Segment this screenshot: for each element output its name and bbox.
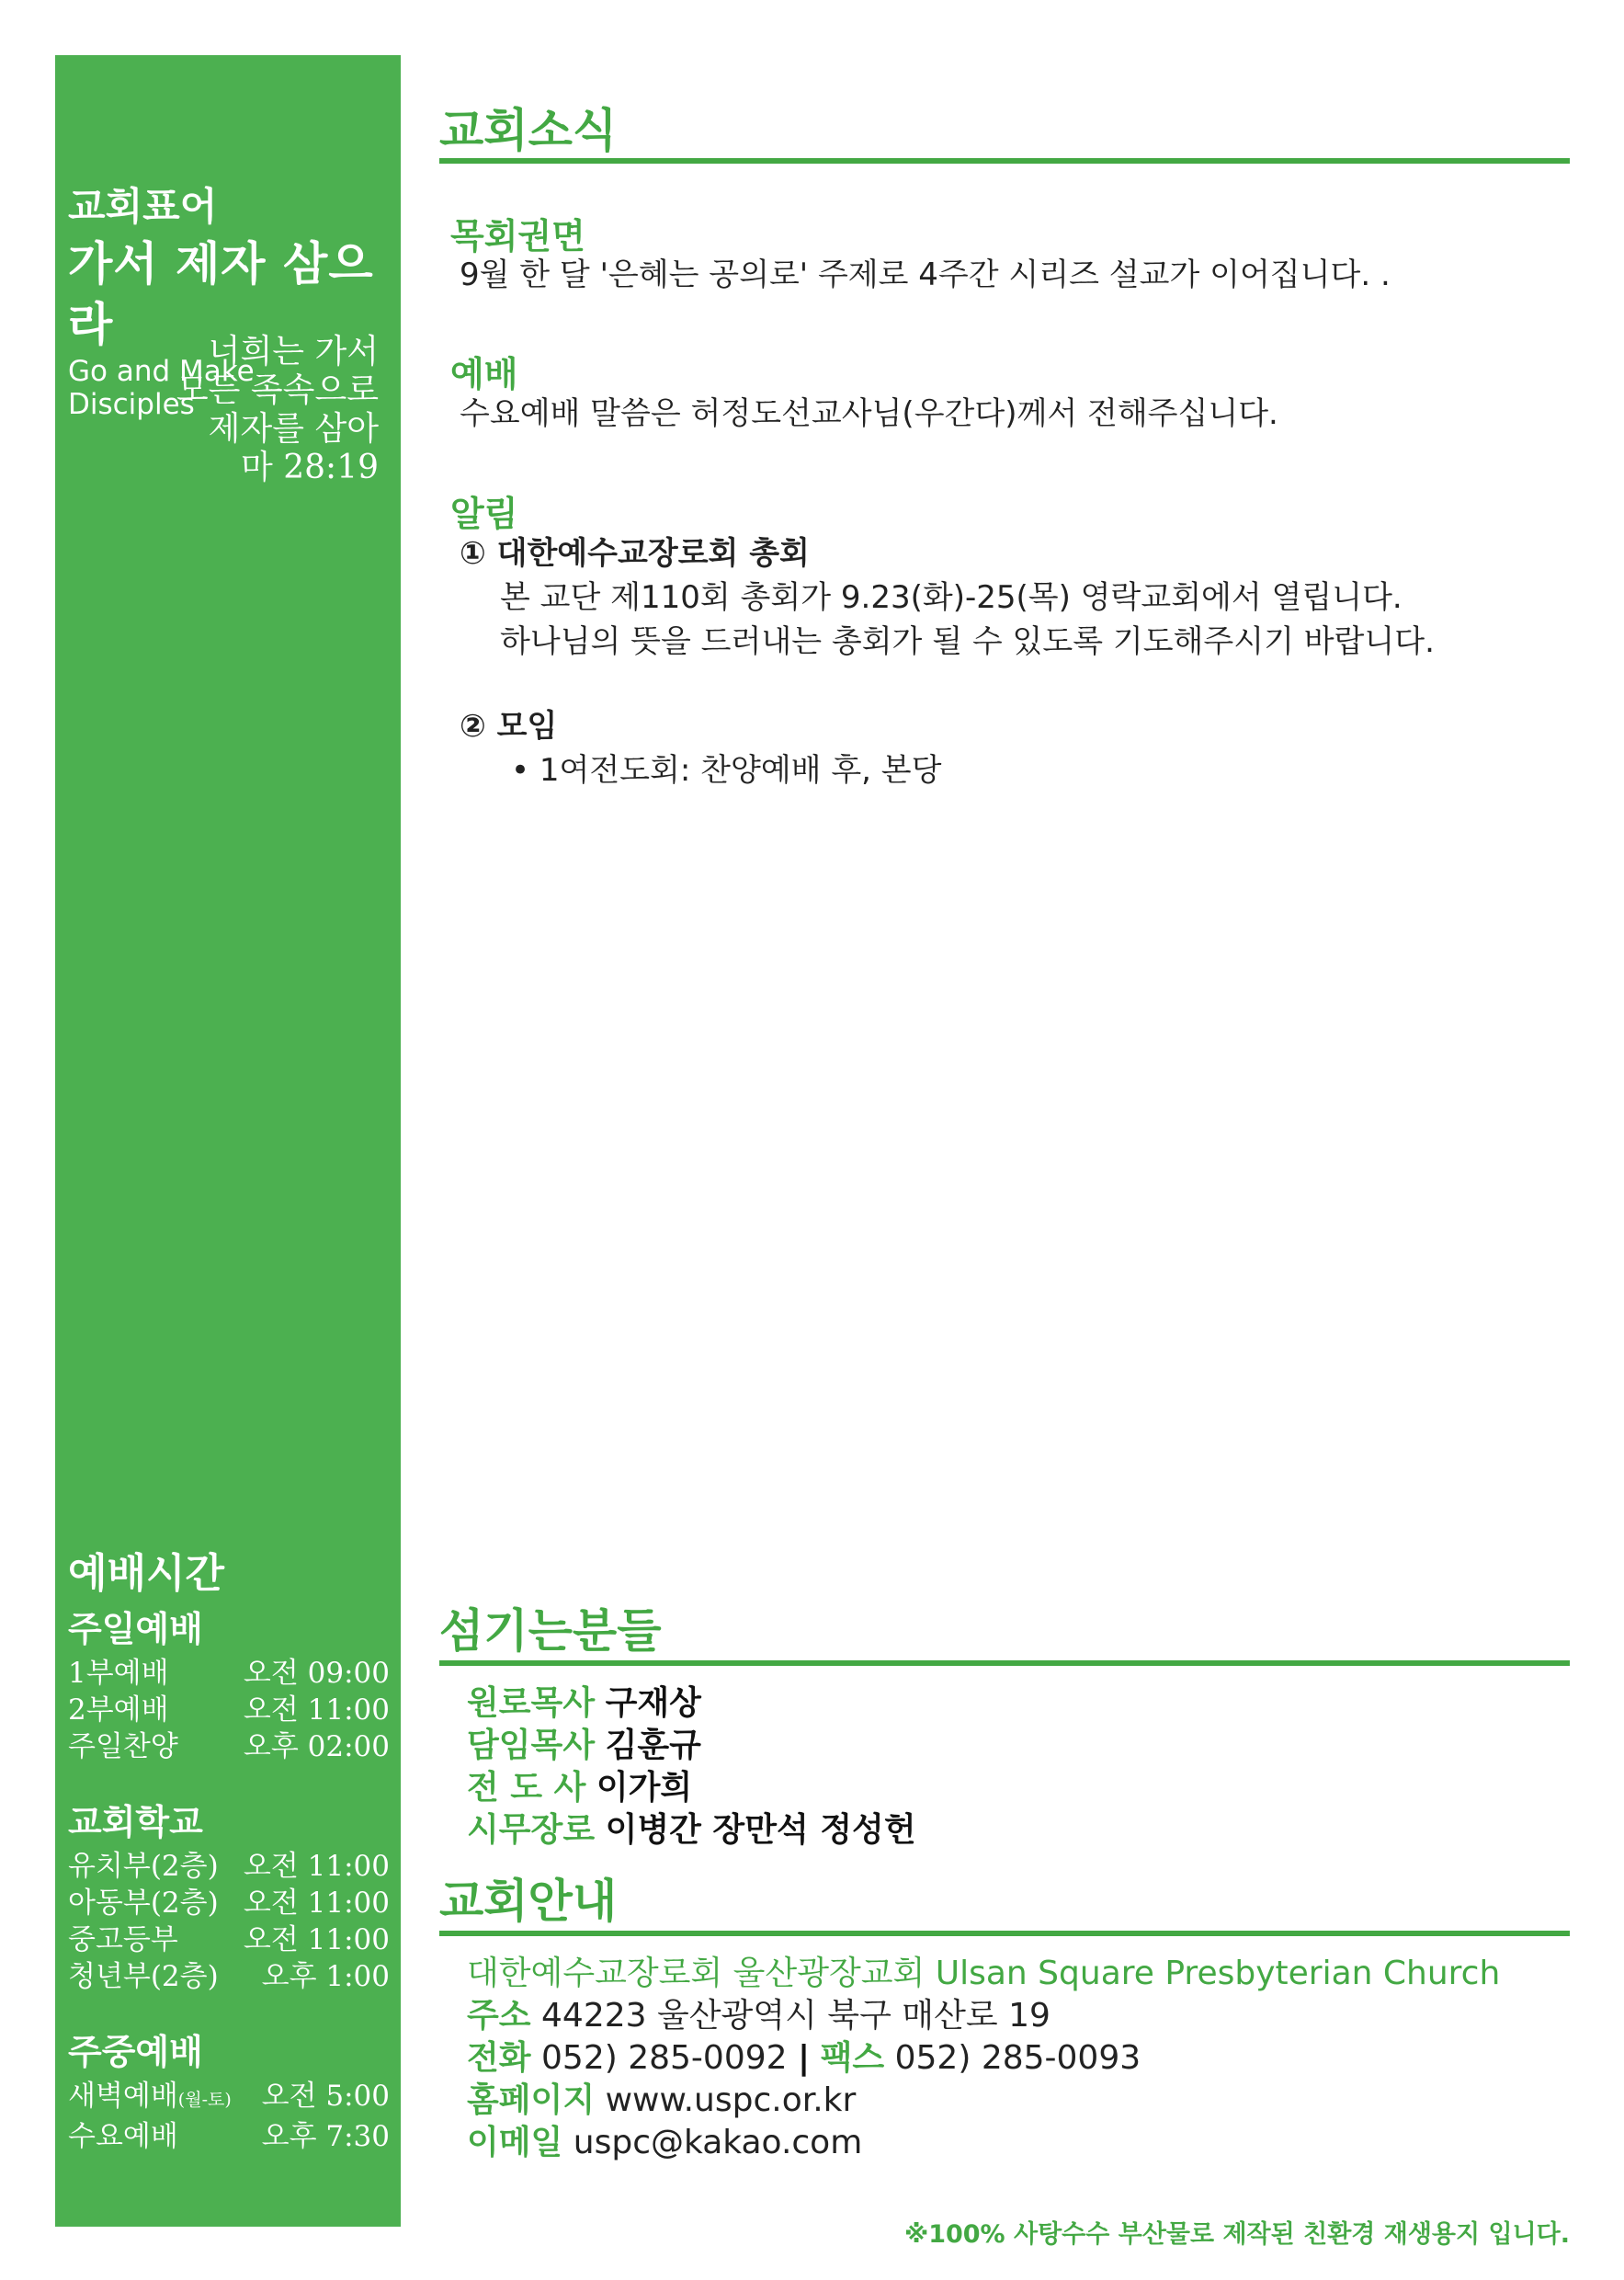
sidebar (55, 55, 401, 2227)
worship-heading: 예배 (450, 354, 518, 394)
schedule-note: (월-토) (177, 2090, 232, 2110)
schedule-name: 중고등부 (68, 1923, 178, 1956)
notice-heading: 알림 (450, 494, 518, 534)
main-content (439, 0, 1570, 2280)
motto-label: 교회표어 (68, 184, 218, 229)
phone-row (467, 2037, 1141, 2080)
info-section-title: 교회안내 (439, 1875, 618, 1928)
schedule-name: 유치부(2층) (68, 1850, 219, 1883)
address-row (467, 1995, 1050, 2037)
schedule-row (68, 2118, 390, 2155)
schedule-row (68, 1655, 390, 1692)
schedule-name: 2부예배 (68, 1693, 169, 1727)
staff-names: 이병간 장만석 정성헌 (605, 1811, 916, 1849)
motto-title-en: Go and Make Disciples (68, 355, 255, 421)
staff-names: 이가희 (596, 1769, 693, 1807)
notice-bullet: • 1여전도회: 찬양예배 후, 본당 (511, 752, 942, 789)
pastoral-heading: 목회권면 (450, 216, 585, 256)
staff-row (467, 1725, 701, 1767)
verse-line: 제자를 삼아 (208, 410, 379, 448)
schedule-time: 오후 7:30 (261, 2120, 390, 2153)
verse-line: 너희는 가서 (208, 333, 379, 370)
address-value: 44223 울산광역시 북구 매산로 19 (541, 1997, 1050, 2035)
schedule-row (68, 1848, 390, 1885)
staff-row (467, 1682, 701, 1725)
schedule-name: 1부예배 (68, 1657, 169, 1690)
worship-schedule (68, 1545, 390, 2155)
notice-item-title: ② 모임 (460, 708, 558, 745)
schedule-name: 수요예배 (68, 2120, 178, 2153)
schedule-name: 주일찬양 (68, 1730, 178, 1763)
staff-role: 전 도 사 (467, 1769, 586, 1807)
phone-label: 전화 (467, 2039, 531, 2077)
staff-names: 김훈규 (605, 1727, 701, 1764)
schedule-time: 오전 09:00 (243, 1657, 390, 1690)
section-divider (439, 1931, 1570, 1936)
email-row (467, 2122, 862, 2164)
notice-item-title: ① 대한예수교장로회 총회 (460, 535, 810, 572)
motto-verse (176, 333, 379, 487)
notice-list (460, 531, 1435, 792)
email-label: 이메일 (467, 2124, 563, 2161)
sunday-worship-title: 주일예배 (68, 1609, 203, 1649)
schedule-row (68, 1958, 390, 1995)
email-link[interactable]: uspc@kakao.com (573, 2124, 863, 2161)
section-divider (439, 1660, 1570, 1666)
schedule-name: 새벽예배(월-토) (68, 2080, 232, 2113)
phone-value: 052) 285-0092 (541, 2039, 788, 2077)
fax-value: 052) 285-0093 (894, 2039, 1141, 2077)
schedule-time: 오전 5:00 (261, 2080, 390, 2113)
schedule-row (68, 1921, 390, 1958)
church-name: 대한예수교장로회 울산광장교회 Ulsan Square Presbyterian Church (467, 1955, 1501, 1992)
schedule-time: 오전 11:00 (243, 1887, 390, 1920)
church-school-title: 교회학교 (68, 1802, 203, 1842)
schedule-row (68, 2078, 390, 2118)
homepage-link[interactable]: www.uspc.or.kr (605, 2081, 857, 2119)
staff-row (467, 1809, 916, 1852)
section-divider (439, 158, 1570, 164)
address-label: 주소 (467, 1997, 531, 2035)
schedule-time: 오전 11:00 (243, 1923, 390, 1956)
homepage-row (467, 2080, 856, 2122)
pastoral-text: 9월 한 달 '은혜는 공의로' 주제로 4주간 시리즈 설교가 이어집니다. . (460, 256, 1391, 293)
schedule-time: 오후 1:00 (261, 1960, 390, 1993)
fax-label: 팩스 (820, 2039, 885, 2077)
schedule-time: 오후 02:00 (243, 1730, 390, 1763)
notice-item-text: 하나님의 뜻을 드러내는 총회가 될 수 있도록 기도해주시기 바랍니다. (500, 623, 1435, 660)
weekday-worship-title: 주중예배 (68, 2032, 203, 2072)
schedule-name: 청년부(2층) (68, 1960, 219, 1993)
notice-item-text: 본 교단 제110회 총회가 9.23(화)-25(목) 영락교회에서 열립니다. (500, 579, 1403, 616)
homepage-label: 홈페이지 (467, 2081, 596, 2119)
verse-line: 모든 족속으로 (176, 371, 379, 409)
staff-role: 시무장로 (467, 1811, 596, 1849)
worship-schedule-title: 예배시간 (68, 1550, 225, 1597)
schedule-time: 오전 11:00 (243, 1850, 390, 1883)
schedule-row (68, 1728, 390, 1765)
schedule-row (68, 1885, 390, 1921)
worship-text: 수요예배 말씀은 허정도선교사님(우간다)께서 전해주십니다. (460, 395, 1278, 432)
news-section-title: 교회소식 (439, 104, 618, 157)
staff-row (467, 1767, 692, 1809)
schedule-time: 오전 11:00 (243, 1693, 390, 1727)
motto-title: 가서 제자 삼으라 (68, 237, 374, 351)
staff-names: 구재상 (605, 1684, 701, 1722)
recycled-paper-note: ※100% 사탕수수 부산물로 제작된 친환경 재생용지 입니다. (903, 2220, 1570, 2249)
schedule-name: 아동부(2층) (68, 1887, 219, 1920)
schedule-row (68, 1692, 390, 1728)
staff-role: 원로목사 (467, 1684, 596, 1722)
staff-role: 담임목사 (467, 1727, 596, 1764)
servants-section-title: 섬기는분들 (439, 1604, 662, 1658)
separator: | (798, 2039, 811, 2077)
verse-reference: 마 28:19 (241, 449, 379, 486)
